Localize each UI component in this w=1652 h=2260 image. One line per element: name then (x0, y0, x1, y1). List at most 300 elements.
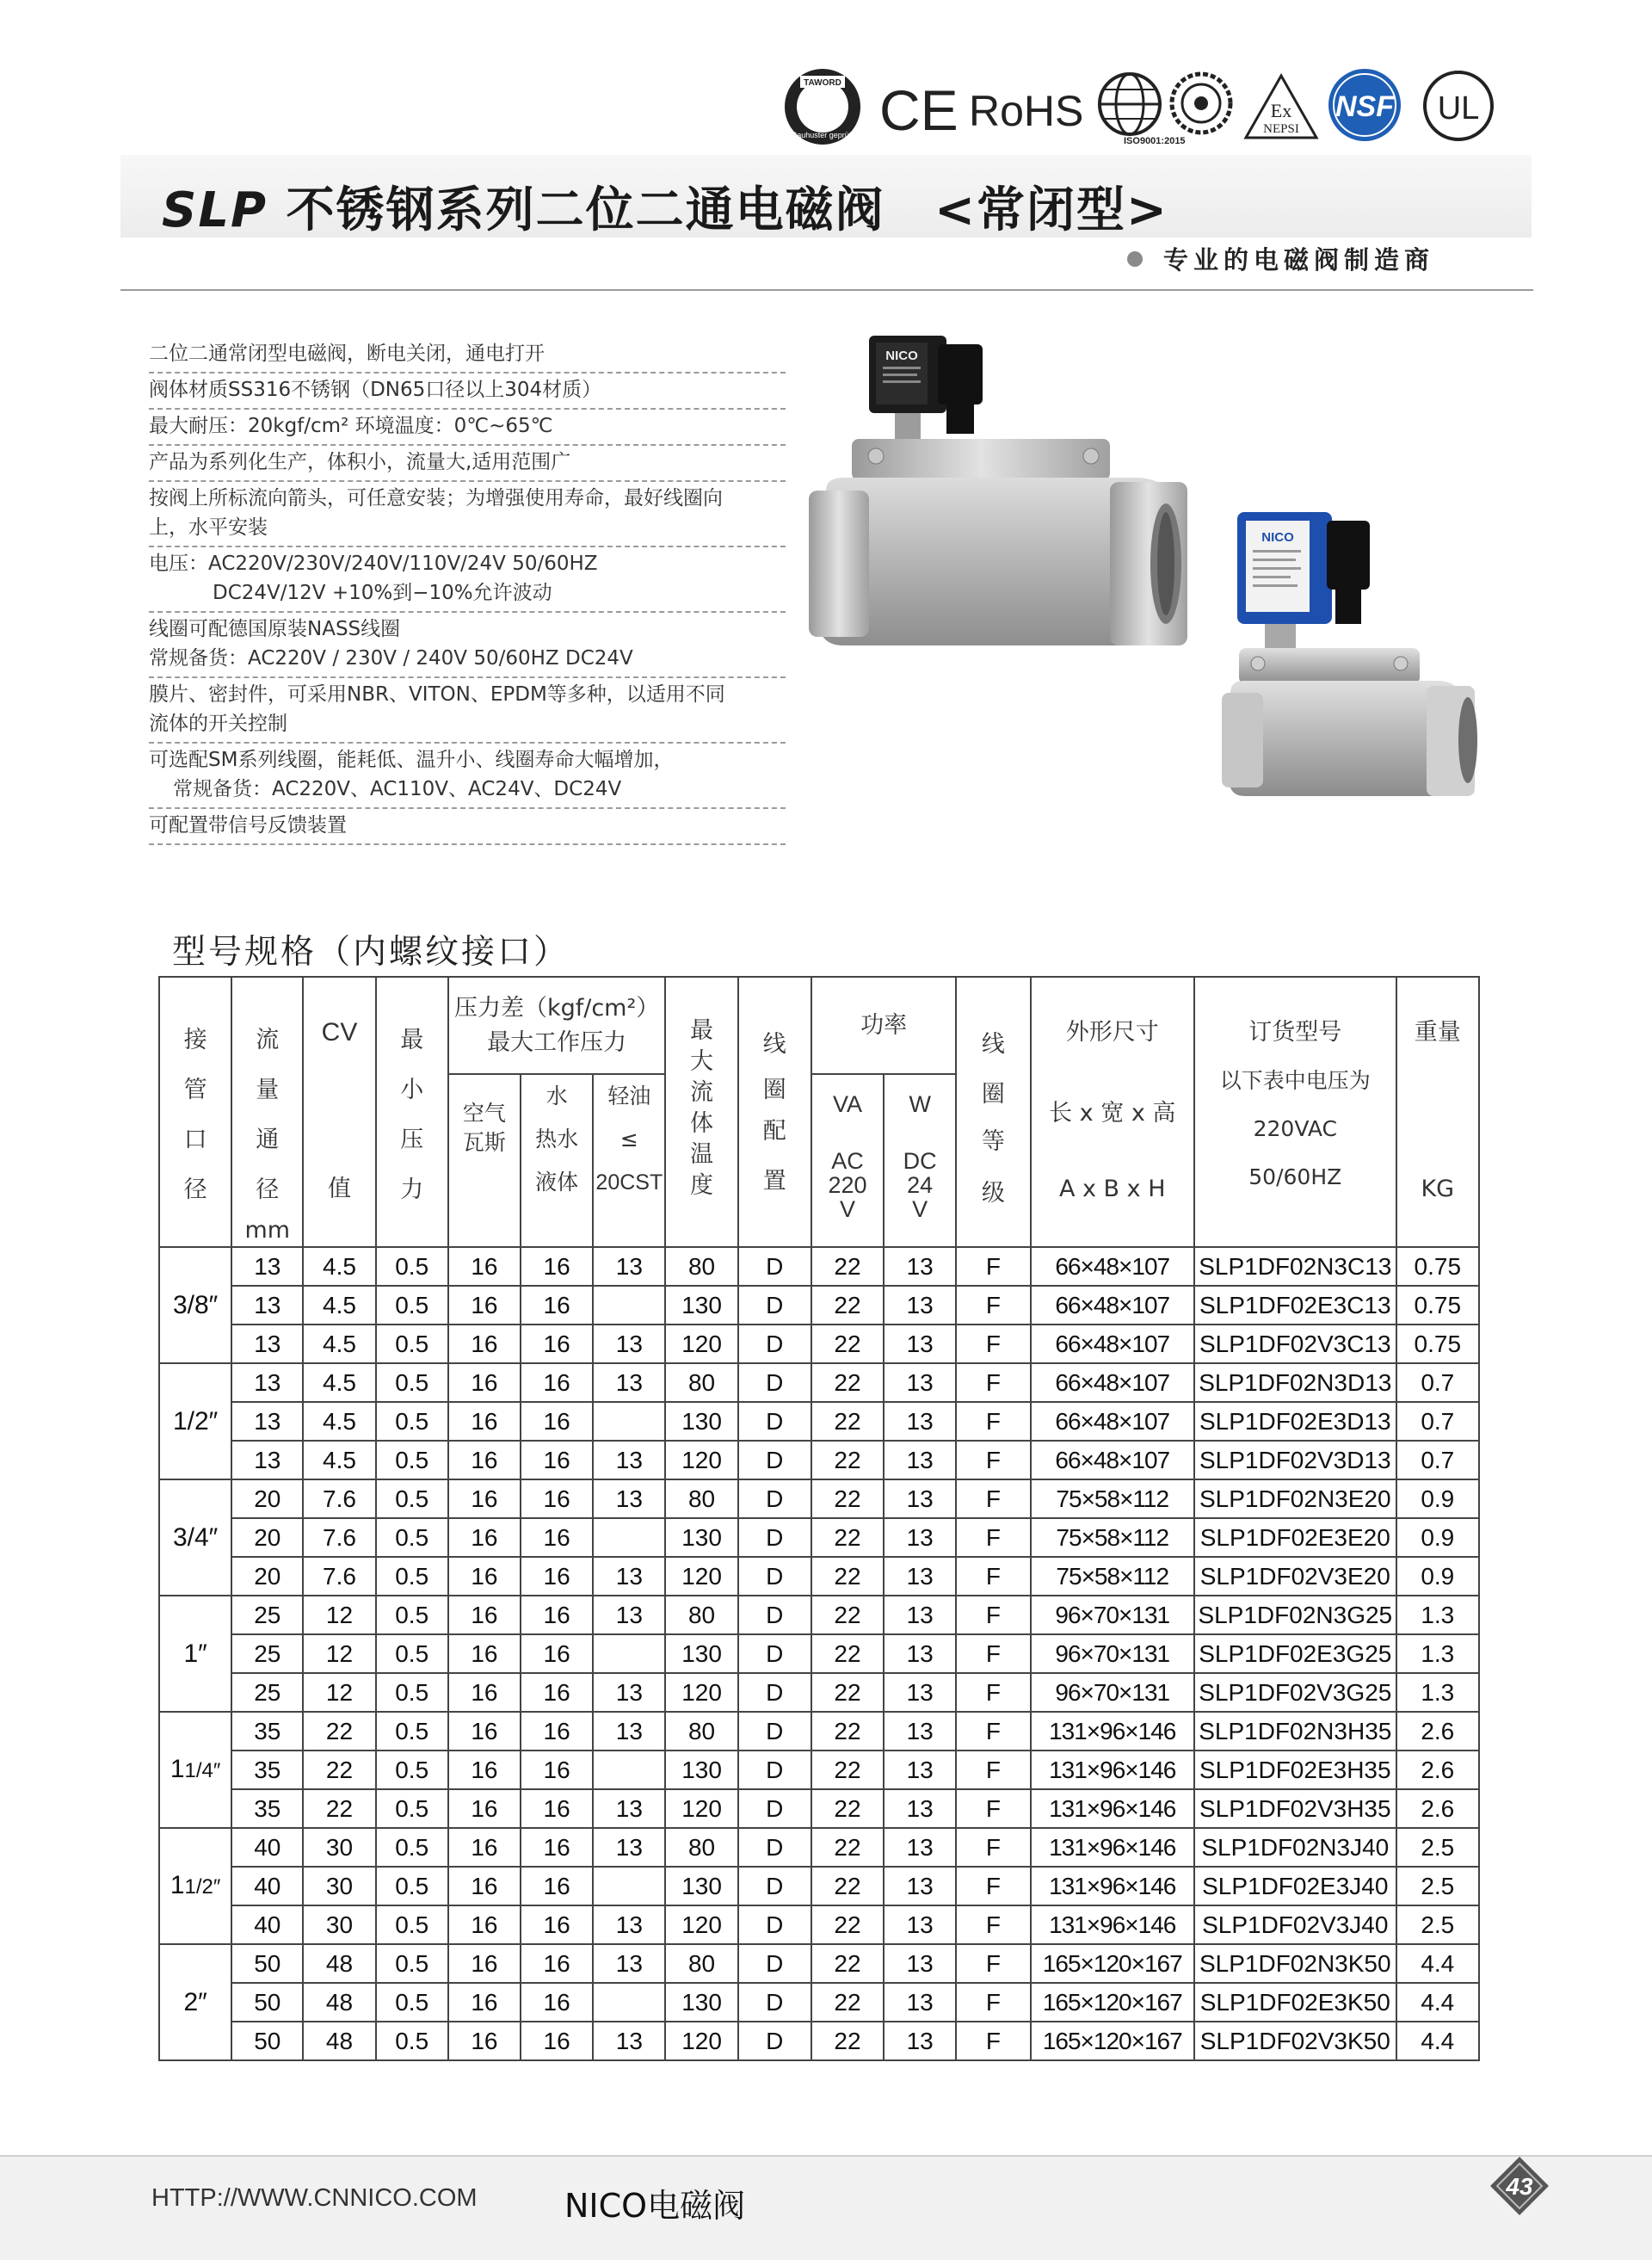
cell-water: 16 (521, 2022, 593, 2060)
cell-w: 13 (884, 1983, 956, 2022)
cell-max-temp: 130 (665, 1402, 737, 1441)
feature-line: 阀体材质SS316不锈钢（DN65口径以上304材质） (149, 379, 602, 401)
cell-w: 13 (884, 1247, 956, 1286)
cell-dimensions: 66×48×107 (1031, 1441, 1194, 1479)
cell-coil-config: D (738, 1789, 811, 1828)
header-char: 轻油 (607, 1083, 651, 1108)
header-char: 流 (256, 1027, 280, 1053)
cell-va: 22 (811, 1789, 884, 1828)
ex-text: Ex (1270, 100, 1292, 121)
cell-air-gas: 16 (448, 1983, 521, 2022)
cell-water: 16 (521, 1596, 593, 1634)
cell-va: 22 (811, 1867, 884, 1905)
cell-light-oil (593, 1402, 665, 1441)
cell-min-pressure: 0.5 (376, 1983, 448, 2022)
cell-weight: 4.4 (1396, 1983, 1479, 2022)
cell-order-model: SLP1DF02E3D13 (1194, 1402, 1396, 1441)
cell-min-pressure: 0.5 (376, 2022, 448, 2060)
header-char: 等 (981, 1128, 1005, 1155)
cell-va: 22 (811, 1828, 884, 1867)
cell-coil-config: D (738, 1441, 811, 1479)
cell-cv: 48 (303, 1944, 375, 1983)
header-dim-title: 外形尺寸 (1065, 1019, 1159, 1046)
cell-min-pressure: 0.5 (376, 1325, 448, 1363)
cell-water: 16 (521, 1518, 593, 1557)
feature-item (149, 410, 786, 446)
cell-cv: 7.6 (303, 1557, 375, 1596)
cell-coil-grade: F (956, 1789, 1030, 1828)
cell-weight: 2.6 (1396, 1751, 1479, 1789)
port-size-whole: 1 (170, 1755, 185, 1783)
header-char: 瓦斯 (462, 1129, 506, 1155)
header-order-title: 订货型号 (1248, 1019, 1342, 1046)
cell-water: 16 (521, 1325, 593, 1363)
cell-w: 13 (884, 1751, 956, 1789)
cell-max-temp: 120 (665, 1789, 737, 1828)
cell-water: 16 (521, 1712, 593, 1751)
ul-icon (1421, 69, 1495, 143)
cell-order-model: SLP1DF02V3K50 (1194, 2022, 1396, 2060)
cell-light-oil: 13 (593, 1944, 665, 1983)
cell-va: 22 (811, 1983, 884, 2022)
cell-coil-grade: F (956, 1867, 1030, 1905)
header-divider (120, 289, 1533, 291)
cell-dimensions: 131×96×146 (1031, 1828, 1194, 1867)
header-char: 线 (981, 1031, 1005, 1058)
cell-w: 13 (884, 1673, 956, 1712)
cell-w: 13 (884, 1596, 956, 1634)
cell-weight: 2.6 (1396, 1789, 1479, 1828)
subtitle (1127, 241, 1434, 276)
cell-flow-diameter: 35 (231, 1751, 303, 1789)
cell-dimensions: 75×58×112 (1031, 1518, 1194, 1557)
cell-va: 22 (811, 2022, 884, 2060)
cell-air-gas: 16 (448, 1867, 521, 1905)
table-row (159, 1518, 1479, 1557)
cell-flow-diameter: 13 (231, 1325, 303, 1363)
cell-max-temp: 80 (665, 1479, 737, 1518)
header-va-label: VA (832, 1090, 862, 1117)
cell-w: 13 (884, 1789, 956, 1828)
cell-light-oil: 13 (593, 1363, 665, 1402)
cell-water: 16 (521, 1479, 593, 1518)
cell-coil-grade: F (956, 1673, 1030, 1712)
cell-cv: 48 (303, 2022, 375, 2060)
cell-dimensions: 75×58×112 (1031, 1557, 1194, 1596)
spec-table (158, 976, 1480, 2061)
header-weight-title: 重量 (1414, 1019, 1461, 1046)
cell-coil-config: D (738, 1247, 811, 1286)
cell-order-model: SLP1DF02N3D13 (1194, 1363, 1396, 1402)
cell-coil-grade: F (956, 1363, 1030, 1402)
cell-light-oil (593, 1867, 665, 1905)
header-weight-unit: KG (1421, 1176, 1455, 1202)
cell-order-model: SLP1DF02E3G25 (1194, 1634, 1396, 1673)
cell-max-temp: 80 (665, 1363, 737, 1402)
header-va-sub: AC (831, 1147, 864, 1174)
cell-cv: 12 (303, 1596, 375, 1634)
cell-cv: 7.6 (303, 1518, 375, 1557)
cell-coil-grade: F (956, 1325, 1030, 1363)
cell-dimensions: 66×48×107 (1031, 1325, 1194, 1363)
title-main: 不锈钢系列二位二通电磁阀 (286, 182, 885, 238)
cell-order-model: SLP1DF02E3C13 (1194, 1286, 1396, 1325)
cell-va: 22 (811, 1944, 884, 1983)
cell-flow-diameter: 50 (231, 1944, 303, 1983)
cell-weight: 1.3 (1396, 1596, 1479, 1634)
cell-min-pressure: 0.5 (376, 1441, 448, 1479)
cell-coil-grade: F (956, 1634, 1030, 1673)
feature-list (149, 337, 786, 845)
cell-min-pressure: 0.5 (376, 1634, 448, 1673)
cell-port-size: 3/4″ (159, 1479, 231, 1596)
cell-coil-grade: F (956, 1596, 1030, 1634)
table-row (159, 1286, 1479, 1325)
cell-coil-grade: F (956, 1286, 1030, 1325)
iso-globe-icon (1096, 71, 1163, 138)
header-char: 接 (183, 1027, 207, 1053)
header-char: 度 (690, 1172, 714, 1199)
cell-light-oil (593, 1751, 665, 1789)
table-row (159, 2022, 1479, 2060)
feature-item (149, 482, 786, 547)
cell-weight: 0.75 (1396, 1286, 1479, 1325)
cell-port-size: 1/2″ (159, 1363, 231, 1479)
feature-item (149, 744, 786, 809)
cell-port-size: 2″ (159, 1944, 231, 2060)
cell-weight: 0.7 (1396, 1363, 1479, 1402)
table-row (159, 1363, 1479, 1402)
feature-line: 可选配SM系列线圈，能耗低、温升小、线圈寿命大幅增加， (149, 749, 674, 771)
feature-line: 二位二通常闭型电磁阀，断电关闭，通电打开 (149, 343, 545, 365)
valve-image-large (809, 318, 1187, 663)
cell-max-temp: 120 (665, 1673, 737, 1712)
cell-coil-config: D (738, 2022, 811, 2060)
cell-weight: 0.9 (1396, 1479, 1479, 1518)
cell-va: 22 (811, 1325, 884, 1363)
cell-va: 22 (811, 1634, 884, 1673)
cell-air-gas: 16 (448, 1789, 521, 1828)
cell-dimensions: 165×120×167 (1031, 1944, 1194, 1983)
header-dim-mid: 长 x 宽 x 高 (1049, 1100, 1176, 1127)
cell-va: 22 (811, 1247, 884, 1286)
cell-air-gas: 16 (448, 2022, 521, 2060)
cell-coil-config: D (738, 1867, 811, 1905)
valve-image-small (1222, 503, 1480, 800)
table-row (159, 1596, 1479, 1634)
cell-water: 16 (521, 1828, 593, 1867)
feature-line: 膜片、密封件，可采用NBR、VITON、EPDM等多种，以适用不同 (149, 683, 725, 706)
cell-weight: 1.3 (1396, 1673, 1479, 1712)
cell-max-temp: 80 (665, 1596, 737, 1634)
header-char: 大 (690, 1048, 714, 1075)
cell-dimensions: 66×48×107 (1031, 1402, 1194, 1441)
header-char: 热水 (535, 1126, 579, 1152)
feature-item (149, 446, 786, 482)
cell-w: 13 (884, 1867, 956, 1905)
cell-flow-diameter: 13 (231, 1402, 303, 1441)
port-size-fraction: 1/4″ (184, 1759, 221, 1782)
cell-coil-config: D (738, 1518, 811, 1557)
cell-w: 13 (884, 1402, 956, 1441)
cell-coil-config: D (738, 1983, 811, 2022)
cell-max-temp: 130 (665, 1867, 737, 1905)
cell-order-model: SLP1DF02N3J40 (1194, 1828, 1396, 1867)
cell-water: 16 (521, 1789, 593, 1828)
cell-w: 13 (884, 1518, 956, 1557)
header-pressure-diff (448, 977, 666, 1074)
cell-dimensions: 66×48×107 (1031, 1247, 1194, 1286)
cell-light-oil: 13 (593, 1325, 665, 1363)
cell-water: 16 (521, 1286, 593, 1325)
cell-air-gas: 16 (448, 1479, 521, 1518)
cell-w: 13 (884, 1634, 956, 1673)
cell-light-oil: 13 (593, 1673, 665, 1712)
footer-url-link[interactable]: HTTP://WWW.CNNICO.COM (151, 2184, 478, 2212)
cell-flow-diameter: 40 (231, 1867, 303, 1905)
table-row (159, 1479, 1479, 1518)
header-char: 径 (183, 1176, 207, 1203)
bullet-dot-icon (1127, 251, 1143, 267)
header-char: 最 (400, 1027, 424, 1053)
cell-cv: 30 (303, 1905, 375, 1944)
cell-max-temp: 120 (665, 1905, 737, 1944)
cell-coil-config: D (738, 1596, 811, 1634)
feature-line: DC24V/12V +10%到−10%允许波动 (213, 582, 552, 604)
cell-w: 13 (884, 1557, 956, 1596)
feature-line: 常规备货：AC220V、AC110V、AC24V、DC24V (173, 778, 622, 800)
cell-weight: 2.6 (1396, 1712, 1479, 1751)
cell-water: 16 (521, 1441, 593, 1479)
cell-min-pressure: 0.5 (376, 1789, 448, 1828)
cell-coil-config: D (738, 1673, 811, 1712)
header-order-line: 以下表中电压为 (1219, 1068, 1371, 1093)
header-char: 径 (256, 1176, 280, 1203)
cell-water: 16 (521, 1557, 593, 1596)
cell-flow-diameter: 50 (231, 2022, 303, 2060)
cell-dimensions: 131×96×146 (1031, 1867, 1194, 1905)
cell-cv: 4.5 (303, 1441, 375, 1479)
cell-cv: 4.5 (303, 1363, 375, 1402)
cell-water: 16 (521, 1751, 593, 1789)
cell-max-temp: 120 (665, 2022, 737, 2060)
header-char: 圈 (981, 1081, 1005, 1108)
cell-va: 22 (811, 1712, 884, 1751)
cell-w: 13 (884, 2022, 956, 2060)
cell-max-temp: 80 (665, 1828, 737, 1867)
cell-flow-diameter: 20 (231, 1479, 303, 1518)
cell-va: 22 (811, 1518, 884, 1557)
cell-max-temp: 120 (665, 1325, 737, 1363)
cell-dimensions: 131×96×146 (1031, 1751, 1194, 1789)
cell-flow-diameter: 13 (231, 1441, 303, 1479)
header-char: 量 (256, 1077, 280, 1103)
feature-item (149, 547, 786, 613)
cell-cv: 48 (303, 1983, 375, 2022)
header-char: 管 (183, 1077, 207, 1103)
ul-text: UL (1437, 90, 1480, 127)
cell-air-gas: 16 (448, 1596, 521, 1634)
cell-weight: 2.5 (1396, 1828, 1479, 1867)
cell-order-model: SLP1DF02V3E20 (1194, 1557, 1396, 1596)
header-char: 置 (762, 1168, 786, 1195)
cell-weight: 0.7 (1396, 1402, 1479, 1441)
cell-weight: 1.3 (1396, 1634, 1479, 1673)
cell-max-temp: 120 (665, 1557, 737, 1596)
cell-max-temp: 80 (665, 1247, 737, 1286)
header-pressure-line1: 压力差（kgf/cm²） (453, 995, 660, 1022)
cell-min-pressure: 0.5 (376, 1828, 448, 1867)
bauhuster-badge-icon (783, 67, 862, 146)
cell-flow-diameter: 40 (231, 1828, 303, 1867)
header-power: 功率 (811, 977, 956, 1074)
cell-coil-grade: F (956, 1518, 1030, 1557)
cell-max-temp: 80 (665, 1944, 737, 1983)
cell-min-pressure: 0.5 (376, 1557, 448, 1596)
feature-line: 最大耐压：20kgf/cm² 环境温度：0℃~65℃ (149, 415, 553, 437)
cell-coil-grade: F (956, 1905, 1030, 1944)
cell-light-oil: 13 (593, 1712, 665, 1751)
table-row (159, 1673, 1479, 1712)
cell-air-gas: 16 (448, 1712, 521, 1751)
header-char: 配 (762, 1118, 786, 1145)
feature-line: 线圈可配德国原装NASS线圈 (149, 618, 401, 640)
cell-min-pressure: 0.5 (376, 1867, 448, 1905)
cell-coil-grade: F (956, 1557, 1030, 1596)
port-size-fraction: 1/2″ (184, 1875, 221, 1899)
cell-order-model: SLP1DF02V3J40 (1194, 1905, 1396, 1944)
feature-item (149, 613, 786, 678)
cell-min-pressure: 0.5 (376, 1286, 448, 1325)
cell-weight: 0.7 (1396, 1441, 1479, 1479)
page-number: 43 (1506, 2173, 1533, 2200)
header-coil-grade (956, 977, 1030, 1247)
cell-water: 16 (521, 1363, 593, 1402)
cell-coil-grade: F (956, 1828, 1030, 1867)
cell-cv: 22 (303, 1751, 375, 1789)
feature-line: 按阀上所标流向箭头，可任意安装；为增强使用寿命，最好线圈向 (149, 487, 723, 509)
cell-light-oil (593, 1518, 665, 1557)
table-row (159, 1944, 1479, 1983)
cell-water: 16 (521, 1905, 593, 1944)
feature-line: 常规备货：AC220V / 230V / 240V 50/60HZ DC24V (149, 647, 633, 670)
cell-max-temp: 130 (665, 1286, 737, 1325)
cell-coil-config: D (738, 1325, 811, 1363)
cell-air-gas: 16 (448, 1557, 521, 1596)
feature-line: 上，水平安装 (149, 516, 268, 539)
cell-light-oil: 13 (593, 2022, 665, 2060)
feature-line: 电压：AC220V/230V/240V/110V/24V 50/60HZ (149, 553, 598, 575)
cell-cv: 4.5 (303, 1286, 375, 1325)
cell-w: 13 (884, 1905, 956, 1944)
cell-coil-grade: F (956, 1944, 1030, 1983)
feature-item (149, 678, 786, 744)
feature-line: 产品为系列化生产，体积小，流量大,适用范围广 (149, 451, 571, 473)
table-row (159, 1789, 1479, 1828)
header-max-temp (665, 977, 737, 1247)
cell-min-pressure: 0.5 (376, 1518, 448, 1557)
cell-order-model: SLP1DF02V3G25 (1194, 1673, 1396, 1712)
rohs-text: RoHS (969, 87, 1084, 135)
cell-light-oil: 13 (593, 1557, 665, 1596)
cell-va: 22 (811, 1673, 884, 1712)
cell-weight: 0.75 (1396, 1325, 1479, 1363)
cell-max-temp: 130 (665, 1518, 737, 1557)
cell-order-model: SLP1DF02N3C13 (1194, 1247, 1396, 1286)
ce-mark-icon: CE (879, 78, 959, 142)
cell-weight: 0.9 (1396, 1518, 1479, 1557)
cell-va: 22 (811, 1402, 884, 1441)
header-coil-config (738, 977, 811, 1247)
table-row (159, 1402, 1479, 1441)
cell-max-temp: 130 (665, 1983, 737, 2022)
cell-min-pressure: 0.5 (376, 1751, 448, 1789)
cell-max-temp: 80 (665, 1712, 737, 1751)
table-row (159, 1441, 1479, 1479)
table-row (159, 1557, 1479, 1596)
cell-light-oil (593, 1983, 665, 2022)
cell-order-model: SLP1DF02V3C13 (1194, 1325, 1396, 1363)
cell-light-oil: 13 (593, 1789, 665, 1828)
cell-light-oil: 13 (593, 1596, 665, 1634)
header-cv-label: CV (321, 1018, 358, 1047)
cell-dimensions: 131×96×146 (1031, 1789, 1194, 1828)
cell-coil-config: D (738, 1634, 811, 1673)
port-size-whole: 1 (170, 1871, 185, 1899)
header-char: 体 (690, 1110, 714, 1137)
small-coil-label: NICO (1261, 530, 1294, 545)
table-row (159, 1905, 1479, 1944)
table-row (159, 1867, 1479, 1905)
cell-coil-grade: F (956, 1751, 1030, 1789)
cell-order-model: SLP1DF02E3J40 (1194, 1867, 1396, 1905)
header-w-sub: 24 (907, 1171, 934, 1198)
cell-cv: 4.5 (303, 1247, 375, 1286)
cell-min-pressure: 0.5 (376, 1596, 448, 1634)
cell-w: 13 (884, 1944, 956, 1983)
cell-dimensions: 165×120×167 (1031, 2022, 1194, 2060)
cell-air-gas: 16 (448, 1751, 521, 1789)
cell-va: 22 (811, 1286, 884, 1325)
cell-w: 13 (884, 1363, 956, 1402)
cell-w: 13 (884, 1479, 956, 1518)
cell-cv: 30 (303, 1828, 375, 1867)
feature-item (149, 337, 786, 374)
cell-w: 13 (884, 1286, 956, 1325)
page-number-badge (1489, 2155, 1550, 2217)
cell-order-model: SLP1DF02E3H35 (1194, 1751, 1396, 1789)
cell-port-size: 1″ (159, 1596, 231, 1712)
header-char: 线 (762, 1031, 786, 1058)
cell-weight: 0.9 (1396, 1557, 1479, 1596)
cell-water: 16 (521, 1634, 593, 1673)
title-type: <常闭型> (934, 182, 1168, 238)
cell-coil-grade: F (956, 1712, 1030, 1751)
header-order-line: 220VAC (1253, 1116, 1337, 1141)
header-char: 压 (400, 1127, 424, 1153)
iso-caption: ISO9001:2015 (1124, 136, 1186, 146)
header-char: 温 (690, 1141, 714, 1168)
cell-min-pressure: 0.5 (376, 1673, 448, 1712)
header-char: 口 (183, 1127, 207, 1153)
cell-coil-config: D (738, 1479, 811, 1518)
cell-order-model: SLP1DF02N3H35 (1194, 1712, 1396, 1751)
cell-max-temp: 130 (665, 1751, 737, 1789)
feature-item (149, 374, 786, 410)
header-flow-diameter (231, 977, 303, 1247)
cell-water: 16 (521, 1402, 593, 1441)
large-coil-label: NICO (885, 349, 918, 363)
